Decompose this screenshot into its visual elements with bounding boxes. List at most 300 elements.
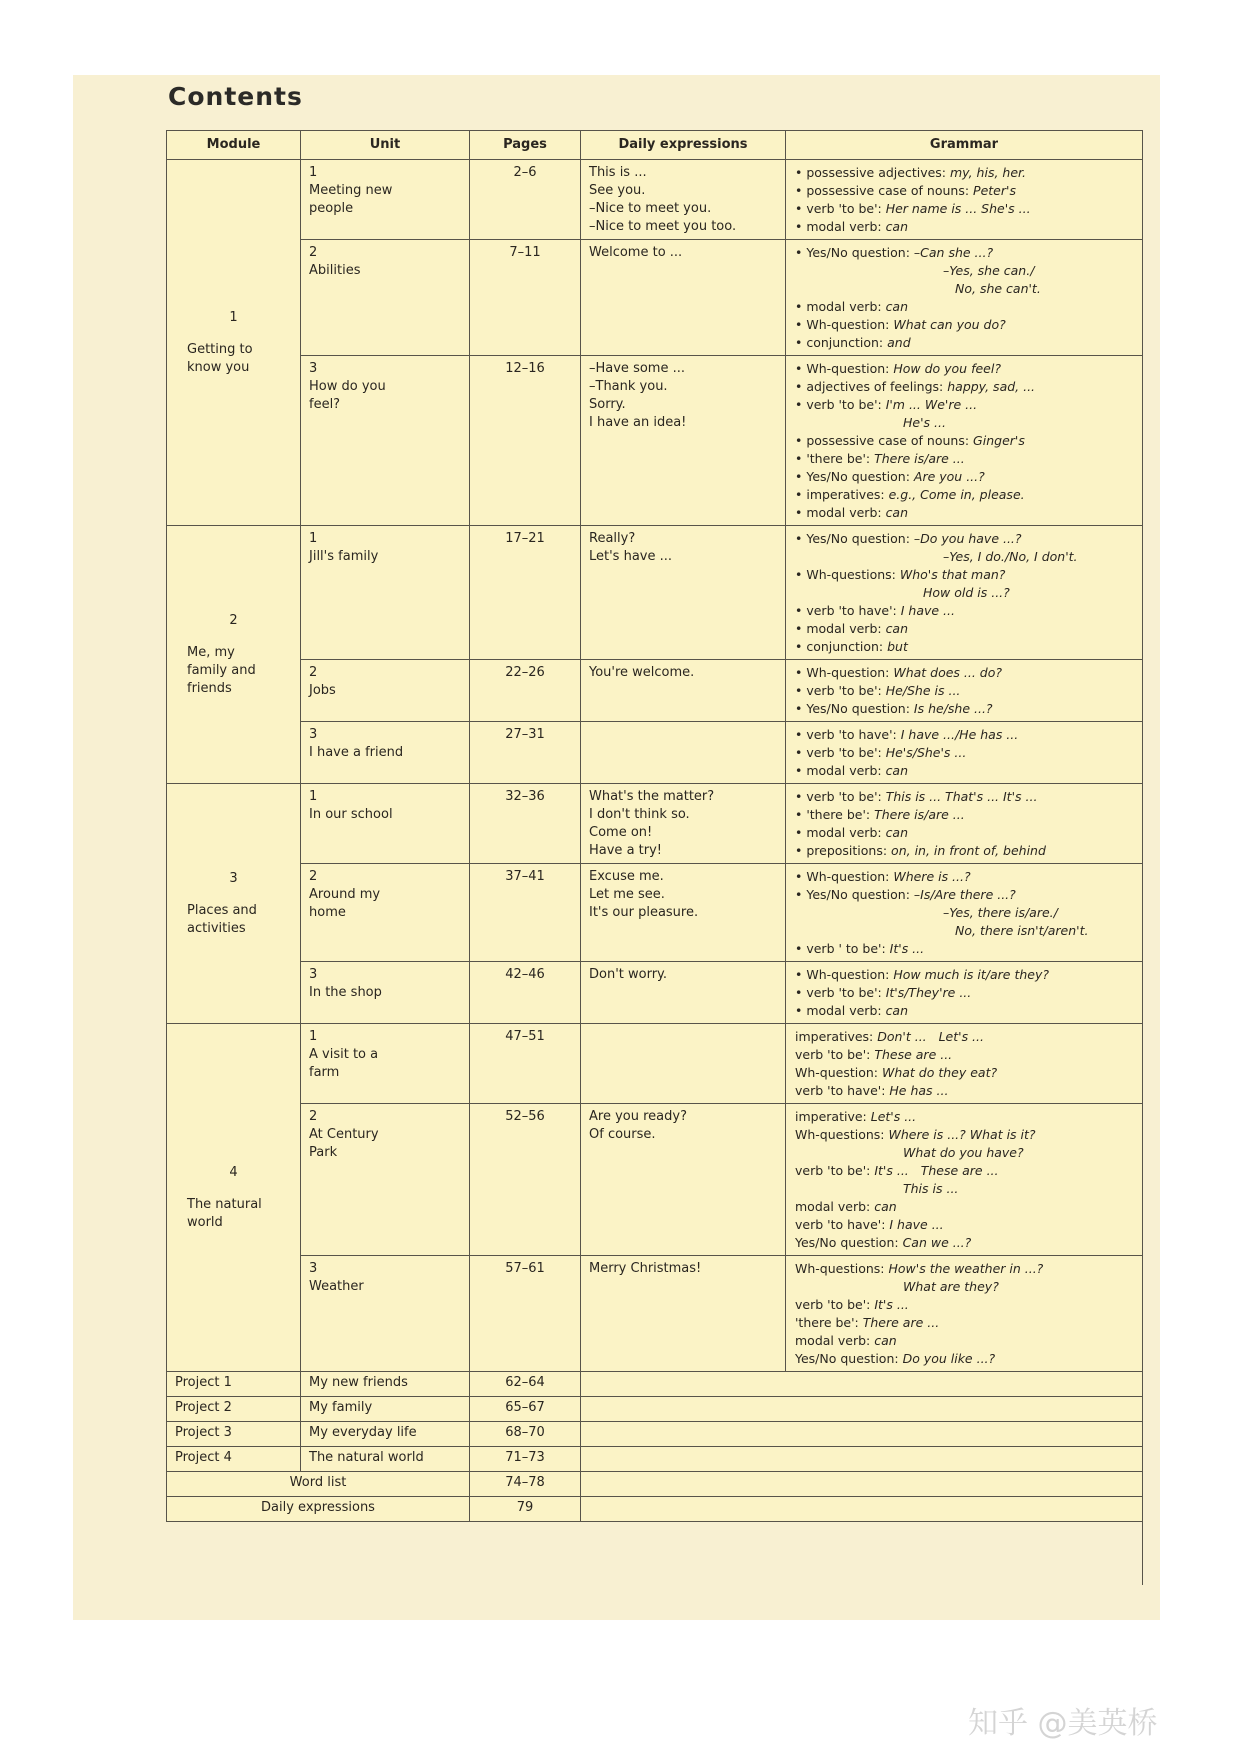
- pages-cell: 27–31: [470, 722, 581, 784]
- grammar-point: [795, 414, 1134, 432]
- unit-row: [167, 160, 1143, 240]
- grammar-point: [795, 548, 1134, 566]
- pages-cell: 22–26: [470, 660, 581, 722]
- page-title: Contents: [168, 82, 303, 111]
- module-name: The natural world: [187, 1197, 262, 1230]
- grammar-label: • verb 'to be':: [795, 789, 886, 804]
- daily-expression: Really?: [589, 531, 636, 546]
- grammar-label: • Wh-question:: [795, 967, 894, 982]
- grammar-point: [795, 886, 1134, 904]
- pages-cell: 37–41: [470, 864, 581, 962]
- grammar-label: • possessive case of nouns:: [795, 433, 974, 448]
- grammar-example: He/She is ...: [885, 683, 961, 698]
- grammar-label: • conjunction:: [795, 639, 888, 654]
- grammar-point: [795, 1028, 1134, 1046]
- contents-table: [166, 130, 1143, 1522]
- grammar-example: There is/are ...: [874, 807, 965, 822]
- module-name: Getting to know you: [187, 342, 253, 375]
- pages-cell: 17–21: [470, 526, 581, 660]
- grammar-example: –Do you have ...?: [913, 531, 1022, 546]
- grammar-point: [795, 762, 1134, 780]
- unit-row: [167, 864, 1143, 962]
- grammar-label: • Yes/No question:: [795, 469, 914, 484]
- grammar-point: [795, 1260, 1134, 1278]
- grammar-example: Are you ...?: [913, 469, 985, 484]
- unit-row: [167, 722, 1143, 784]
- header-daily-expressions: Daily expressions: [581, 131, 786, 160]
- grammar-example: –Yes, she can./: [943, 263, 1035, 278]
- unit-number: 3: [309, 967, 318, 982]
- grammar-point: [795, 530, 1134, 548]
- grammar-example: Do you like ...?: [902, 1351, 996, 1366]
- grammar-point: [795, 1162, 1134, 1180]
- module-name: Places and activities: [187, 903, 257, 936]
- grammar-point: [795, 682, 1134, 700]
- grammar-label: verb 'to have':: [795, 1217, 890, 1232]
- unit-number: 1: [309, 531, 318, 546]
- daily-expression: Excuse me.: [589, 869, 664, 884]
- grammar-example: –Is/Are there ...?: [913, 887, 1016, 902]
- grammar-label: • verb 'to be':: [795, 683, 886, 698]
- grammar-example: I have ...: [889, 1217, 944, 1232]
- grammar-label: • modal verb:: [795, 763, 886, 778]
- grammar-cell: [786, 784, 1143, 864]
- pages-cell: 12–16: [470, 356, 581, 526]
- grammar-point: [795, 262, 1134, 280]
- unit-number: 1: [309, 789, 318, 804]
- unit-row: [167, 962, 1143, 1024]
- grammar-label: • verb ' to be':: [795, 941, 890, 956]
- grammar-example: on, in, in front of, behind: [891, 843, 1046, 858]
- project-unit: My family: [301, 1397, 470, 1422]
- daily-expression: I have an idea!: [589, 415, 687, 430]
- grammar-label: • modal verb:: [795, 825, 886, 840]
- daily-expressions-cell: [581, 784, 786, 864]
- unit-cell: [301, 864, 470, 962]
- grammar-point: [795, 450, 1134, 468]
- grammar-label: • possessive case of nouns:: [795, 183, 974, 198]
- grammar-label: modal verb:: [795, 1333, 875, 1348]
- grammar-label: Wh-questions:: [795, 1127, 889, 1142]
- unit-number: 2: [309, 869, 318, 884]
- grammar-point: [795, 334, 1134, 352]
- grammar-example: How's the weather in ...?: [888, 1261, 1044, 1276]
- grammar-example: How old is ...?: [923, 585, 1010, 600]
- unit-row: [167, 660, 1143, 722]
- extra-pages: 74–78: [470, 1472, 581, 1497]
- module-number: 4: [229, 1165, 238, 1180]
- grammar-point: [795, 1180, 1134, 1198]
- grammar-point: [795, 244, 1134, 262]
- unit-name: Jill's family: [309, 549, 379, 564]
- grammar-example: but: [887, 639, 908, 654]
- unit-cell: [301, 1104, 470, 1256]
- daily-expression: Of course.: [589, 1127, 656, 1142]
- daily-expressions-cell: [581, 864, 786, 962]
- grammar-point: [795, 940, 1134, 958]
- grammar-example: It's ...: [874, 1297, 909, 1312]
- module-cell: [167, 160, 301, 526]
- daily-expressions-cell: [581, 356, 786, 526]
- daily-expressions-cell: [581, 660, 786, 722]
- grammar-example: Where is ...?: [893, 869, 971, 884]
- grammar-example: can: [885, 621, 909, 636]
- daily-expression: –Thank you.: [589, 379, 668, 394]
- grammar-point: [795, 378, 1134, 396]
- grammar-example: can: [885, 825, 909, 840]
- grammar-point: [795, 1002, 1134, 1020]
- grammar-label: • Wh-question:: [795, 665, 894, 680]
- grammar-point: [795, 1046, 1134, 1064]
- extra-label: Word list: [167, 1472, 470, 1497]
- daily-expression: Let's have ...: [589, 549, 673, 564]
- grammar-label: verb 'to be':: [795, 1047, 875, 1062]
- project-row: [167, 1397, 1143, 1422]
- unit-cell: [301, 526, 470, 660]
- grammar-example: –Yes, there is/are./: [943, 905, 1058, 920]
- grammar-label: verb 'to be':: [795, 1163, 875, 1178]
- grammar-example: No, there isn't/aren't.: [955, 923, 1089, 938]
- pages-cell: 2–6: [470, 160, 581, 240]
- daily-expressions-cell: [581, 722, 786, 784]
- grammar-example: Is he/she ...?: [913, 701, 993, 716]
- project-unit: The natural world: [301, 1447, 470, 1472]
- grammar-example: can: [885, 763, 909, 778]
- module-cell: [167, 1024, 301, 1372]
- grammar-point: [795, 638, 1134, 656]
- grammar-point: [795, 966, 1134, 984]
- module-number: 3: [229, 871, 238, 886]
- unit-name: How do you feel?: [309, 379, 386, 412]
- grammar-example: I'm ... We're ...: [885, 397, 978, 412]
- unit-number: 2: [309, 665, 318, 680]
- project-empty: [581, 1397, 1143, 1422]
- grammar-example: Let's ...: [870, 1109, 917, 1124]
- grammar-example: Peter's: [973, 183, 1016, 198]
- grammar-cell: [786, 1256, 1143, 1372]
- project-pages: 65–67: [470, 1397, 581, 1422]
- unit-row: [167, 1256, 1143, 1372]
- grammar-label: • 'there be':: [795, 807, 875, 822]
- daily-expression: –Have some ...: [589, 361, 685, 376]
- grammar-example: What do you have?: [903, 1145, 1024, 1160]
- grammar-label: verb 'to be':: [795, 1297, 875, 1312]
- grammar-example: Her name is ... She's ...: [885, 201, 1031, 216]
- extra-empty: [581, 1472, 1143, 1497]
- unit-number: 3: [309, 361, 318, 376]
- grammar-example: He has ...: [889, 1083, 949, 1098]
- unit-cell: [301, 240, 470, 356]
- grammar-label: • adjectives of feelings:: [795, 379, 948, 394]
- unit-name: At Century Park: [309, 1127, 379, 1160]
- grammar-point: [795, 584, 1134, 602]
- page-edge: [1142, 130, 1161, 1585]
- daily-expressions-cell: [581, 962, 786, 1024]
- grammar-point: [795, 1350, 1134, 1368]
- grammar-label: • Wh-question:: [795, 869, 894, 884]
- grammar-example: can: [874, 1333, 897, 1348]
- grammar-example: What do they eat?: [881, 1065, 998, 1080]
- project-pages: 68–70: [470, 1422, 581, 1447]
- daily-expression: Don't worry.: [589, 967, 668, 982]
- pages-cell: 32–36: [470, 784, 581, 864]
- grammar-label: Wh-question:: [795, 1065, 882, 1080]
- grammar-label: • Yes/No question:: [795, 701, 914, 716]
- grammar-example: There is/are ...: [874, 451, 965, 466]
- grammar-point: [795, 486, 1134, 504]
- grammar-cell: [786, 962, 1143, 1024]
- grammar-example: –Can she ...?: [913, 245, 994, 260]
- grammar-cell: [786, 722, 1143, 784]
- unit-row: [167, 784, 1143, 864]
- unit-row: [167, 240, 1143, 356]
- daily-expressions-cell: [581, 240, 786, 356]
- grammar-example: –Yes, I do./No, I don't.: [943, 549, 1078, 564]
- grammar-point: [795, 432, 1134, 450]
- module-cell: [167, 526, 301, 784]
- grammar-example: I have ...: [900, 603, 955, 618]
- grammar-point: [795, 744, 1134, 762]
- unit-number: 1: [309, 165, 318, 180]
- grammar-example: How much is it/are they?: [893, 967, 1049, 982]
- grammar-point: [795, 824, 1134, 842]
- grammar-label: • verb 'to be':: [795, 397, 886, 412]
- unit-cell: [301, 1256, 470, 1372]
- unit-row: [167, 1024, 1143, 1104]
- grammar-point: [795, 1126, 1134, 1144]
- grammar-example: What can you do?: [893, 317, 1006, 332]
- grammar-point: [795, 1216, 1134, 1234]
- grammar-point: [795, 504, 1134, 522]
- grammar-label: • conjunction:: [795, 335, 888, 350]
- daily-expressions-cell: [581, 526, 786, 660]
- pages-cell: 52–56: [470, 1104, 581, 1256]
- grammar-point: [795, 984, 1134, 1002]
- grammar-point: [795, 664, 1134, 682]
- grammar-point: [795, 566, 1134, 584]
- grammar-label: • imperatives:: [795, 487, 889, 502]
- grammar-cell: [786, 160, 1143, 240]
- grammar-example: can: [885, 299, 909, 314]
- daily-expressions-cell: [581, 1256, 786, 1372]
- grammar-point: [795, 602, 1134, 620]
- grammar-point: [795, 904, 1134, 922]
- daily-expression: Welcome to ...: [589, 245, 683, 260]
- unit-cell: [301, 784, 470, 864]
- grammar-example: He's ...: [903, 415, 946, 430]
- daily-expression: This is ...: [589, 165, 647, 180]
- grammar-example: can: [885, 219, 909, 234]
- grammar-point: [795, 1064, 1134, 1082]
- grammar-label: • verb 'to be':: [795, 201, 886, 216]
- project-unit: My new friends: [301, 1372, 470, 1397]
- pages-cell: 42–46: [470, 962, 581, 1024]
- grammar-label: 'there be':: [795, 1315, 863, 1330]
- grammar-label: • Wh-questions:: [795, 567, 900, 582]
- unit-row: [167, 356, 1143, 526]
- grammar-label: • modal verb:: [795, 299, 886, 314]
- project-module: Project 3: [167, 1422, 301, 1447]
- grammar-example: Can we ...?: [902, 1235, 972, 1250]
- unit-name: I have a friend: [309, 745, 404, 760]
- unit-number: 2: [309, 1109, 318, 1124]
- project-module: Project 2: [167, 1397, 301, 1422]
- grammar-example: can: [885, 1003, 909, 1018]
- daily-expression: I don't think so.: [589, 807, 690, 822]
- unit-cell: [301, 722, 470, 784]
- unit-cell: [301, 962, 470, 1024]
- daily-expression: You're welcome.: [589, 665, 695, 680]
- grammar-label: Yes/No question:: [795, 1235, 903, 1250]
- grammar-label: modal verb:: [795, 1199, 875, 1214]
- extra-label: Daily expressions: [167, 1497, 470, 1522]
- grammar-point: [795, 1296, 1134, 1314]
- grammar-label: • Wh-question:: [795, 361, 894, 376]
- pages-cell: 47–51: [470, 1024, 581, 1104]
- header-grammar: Grammar: [786, 131, 1143, 160]
- grammar-label: • verb 'to have':: [795, 603, 901, 618]
- unit-name: Weather: [309, 1279, 364, 1294]
- unit-cell: [301, 356, 470, 526]
- extra-row: [167, 1472, 1143, 1497]
- grammar-example: How do you feel?: [893, 361, 1001, 376]
- grammar-example: It's/They're ...: [885, 985, 972, 1000]
- daily-expression: Are you ready?: [589, 1109, 687, 1124]
- unit-cell: [301, 660, 470, 722]
- grammar-example: This is ... That's ... It's ...: [885, 789, 1038, 804]
- project-row: [167, 1372, 1143, 1397]
- unit-name: Meeting new people: [309, 183, 393, 216]
- grammar-example: No, she can't.: [955, 281, 1041, 296]
- grammar-point: [795, 316, 1134, 334]
- grammar-label: Yes/No question:: [795, 1351, 903, 1366]
- header-unit: Unit: [301, 131, 470, 160]
- extra-empty: [581, 1497, 1143, 1522]
- watermark: 知乎 @美英桥: [968, 1706, 1158, 1741]
- daily-expression: Sorry.: [589, 397, 626, 412]
- grammar-point: [795, 1198, 1134, 1216]
- unit-name: Jobs: [309, 683, 336, 698]
- grammar-example: can: [885, 505, 909, 520]
- unit-name: In the shop: [309, 985, 382, 1000]
- unit-number: 3: [309, 727, 318, 742]
- grammar-cell: [786, 526, 1143, 660]
- grammar-point: [795, 806, 1134, 824]
- grammar-example: What are they?: [903, 1279, 999, 1294]
- grammar-point: [795, 1082, 1134, 1100]
- project-module: Project 1: [167, 1372, 301, 1397]
- grammar-example: e.g., Come in, please.: [888, 487, 1025, 502]
- grammar-label: Wh-questions:: [795, 1261, 889, 1276]
- grammar-label: verb 'to have':: [795, 1083, 890, 1098]
- grammar-cell: [786, 864, 1143, 962]
- daily-expression: –Nice to meet you too.: [589, 219, 737, 234]
- unit-number: 2: [309, 245, 318, 260]
- grammar-example: Who's that man?: [899, 567, 1006, 582]
- grammar-label: • modal verb:: [795, 505, 886, 520]
- header-pages: Pages: [470, 131, 581, 160]
- grammar-point: [795, 200, 1134, 218]
- daily-expression: Come on!: [589, 825, 653, 840]
- grammar-label: • modal verb:: [795, 621, 886, 636]
- project-empty: [581, 1447, 1143, 1472]
- grammar-point: [795, 280, 1134, 298]
- grammar-example: Don't ... Let's ...: [877, 1029, 984, 1044]
- unit-cell: [301, 1024, 470, 1104]
- grammar-point: [795, 1278, 1134, 1296]
- grammar-point: [795, 218, 1134, 236]
- project-pages: 62–64: [470, 1372, 581, 1397]
- grammar-example: happy, sad, ...: [947, 379, 1036, 394]
- project-empty: [581, 1422, 1143, 1447]
- header-module: Module: [167, 131, 301, 160]
- grammar-label: • verb 'to have':: [795, 727, 901, 742]
- grammar-label: imperatives:: [795, 1029, 878, 1044]
- grammar-point: [795, 726, 1134, 744]
- grammar-example: Where is ...? What is it?: [888, 1127, 1036, 1142]
- daily-expression: –Nice to meet you.: [589, 201, 712, 216]
- grammar-point: [795, 620, 1134, 638]
- project-empty: [581, 1372, 1143, 1397]
- daily-expression: Have a try!: [589, 843, 663, 858]
- grammar-example: my, his, her.: [950, 165, 1026, 180]
- grammar-point: [795, 1144, 1134, 1162]
- daily-expression: See you.: [589, 183, 646, 198]
- grammar-label: • Wh-question:: [795, 317, 894, 332]
- module-number: 1: [229, 310, 238, 325]
- grammar-label: imperative:: [795, 1109, 871, 1124]
- grammar-point: [795, 468, 1134, 486]
- grammar-example: What does ... do?: [893, 665, 1003, 680]
- grammar-example: There are ...: [862, 1315, 940, 1330]
- grammar-label: • verb 'to be':: [795, 985, 886, 1000]
- grammar-cell: [786, 1104, 1143, 1256]
- grammar-label: • Yes/No question:: [795, 245, 914, 260]
- unit-number: 1: [309, 1029, 318, 1044]
- unit-row: [167, 1104, 1143, 1256]
- daily-expression: Merry Christmas!: [589, 1261, 702, 1276]
- pages-cell: 7–11: [470, 240, 581, 356]
- unit-name: Around my home: [309, 887, 381, 920]
- grammar-example: and: [887, 335, 911, 350]
- daily-expressions-cell: [581, 1104, 786, 1256]
- grammar-label: • prepositions:: [795, 843, 892, 858]
- module-cell: [167, 784, 301, 1024]
- unit-cell: [301, 160, 470, 240]
- grammar-point: [795, 1314, 1134, 1332]
- grammar-point: [795, 922, 1134, 940]
- module-number: 2: [229, 613, 238, 628]
- grammar-example: These are ...: [874, 1047, 953, 1062]
- grammar-point: [795, 164, 1134, 182]
- grammar-point: [795, 700, 1134, 718]
- project-row: [167, 1447, 1143, 1472]
- unit-name: Abilities: [309, 263, 361, 278]
- grammar-example: It's ... These are ...: [874, 1163, 999, 1178]
- grammar-cell: [786, 240, 1143, 356]
- project-pages: 71–73: [470, 1447, 581, 1472]
- grammar-example: can: [874, 1199, 897, 1214]
- grammar-label: • Yes/No question:: [795, 531, 914, 546]
- grammar-point: [795, 1108, 1134, 1126]
- daily-expressions-cell: [581, 160, 786, 240]
- unit-number: 3: [309, 1261, 318, 1276]
- grammar-label: • 'there be':: [795, 451, 875, 466]
- grammar-example: Ginger's: [973, 433, 1025, 448]
- module-name: Me, my family and friends: [187, 645, 256, 696]
- unit-name: In our school: [309, 807, 393, 822]
- grammar-point: [795, 788, 1134, 806]
